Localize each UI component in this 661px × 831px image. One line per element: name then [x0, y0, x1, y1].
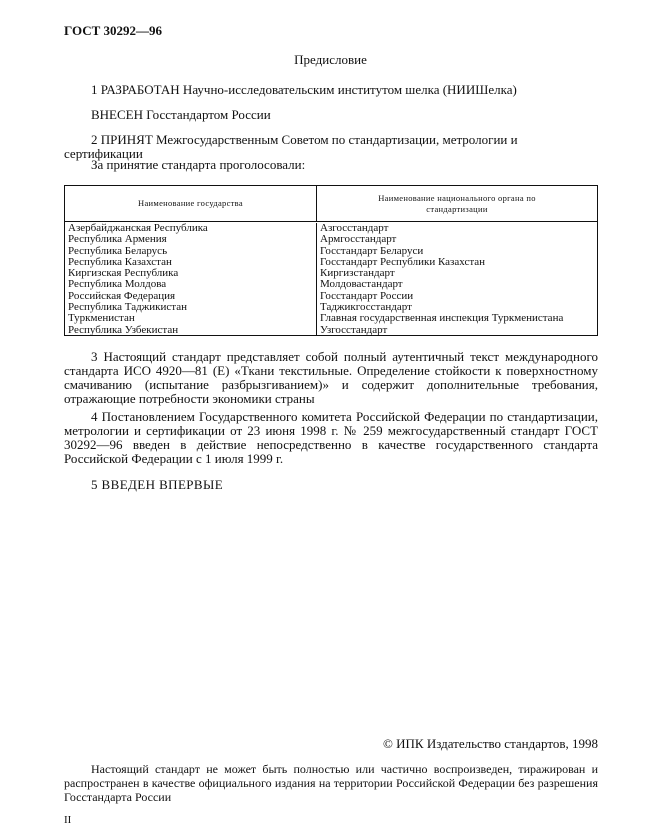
states-column	[65, 223, 317, 335]
copyright-notice: © ИПК Издательство стандартов, 1998	[383, 736, 598, 751]
reproduction-notice: Настоящий стандарт не может быть полностью или частично воспроизведен, тиражирован и распространен в качестве официального издания на территории Российской Федерации без разрешения Госстандарта России	[64, 762, 598, 804]
table-cell-state: Республика Узбекистан	[68, 323, 179, 336]
table-cell-body: Молдовастандарт	[320, 278, 403, 291]
paragraph-voted: За принятие стандарта проголосовали:	[91, 157, 306, 172]
table-cell-body: Армгосстандарт	[320, 233, 397, 246]
paragraph-developed: 1 РАЗРАБОТАН Научно-исследовательским институтом шелка (НИИШелка)	[91, 82, 517, 97]
voting-table	[64, 185, 598, 336]
table-cell-body: Азгосстандарт	[320, 222, 389, 234]
table-cell-body: Главная государственная инспекция Туркменистана	[320, 312, 564, 325]
table-header-row	[65, 186, 597, 222]
paragraph-enactment: 4 Постановлением Государственного комитета Российской Федерации по стандартизации, метрологии и сертификации от 23 июня 1998 г. № 259 межгосударственный стандарт ГОСТ 30292—96 введен в действие непосредственно в качестве государственного стандарта Российской Федерации с 1 июля 1999 г.	[64, 409, 598, 466]
header-state: Наименование государства	[65, 186, 317, 221]
header-national-body	[317, 186, 597, 221]
table-cell-state: Республика Беларусь	[68, 244, 168, 257]
national-bodies-column	[317, 223, 597, 335]
table-cell-state: Республика Таджикистан	[68, 301, 187, 314]
table-cell-body: Таджикгосстандарт	[320, 301, 412, 314]
document-code: ГОСТ 30292—96	[64, 23, 163, 38]
table-cell-state: Киргизская Республика	[68, 267, 179, 280]
page-number: II	[64, 814, 72, 826]
paragraph-introduced: ВНЕСЕН Госстандартом России	[91, 107, 271, 122]
table-cell-state: Республика Армения	[68, 233, 167, 246]
paragraph-standard-text: 3 Настоящий стандарт представляет собой полный аутентичный текст международного стандарта ИСО 4920—81 (Е) «Ткани текстильные. Определение стойкости к поверхностному смачиванию (испытание разбрызгиванием)» и содержит дополнительные требования, отражающие потребности экономики страны	[64, 349, 598, 406]
table-cell-body: Госстандарт Беларуси	[320, 244, 424, 257]
table-cell-body: Киргизстандарт	[320, 267, 395, 280]
header-national-body-text: Наименование национального органа по стандартизации	[378, 192, 536, 214]
table-cell-state: Российская Федерация	[68, 289, 176, 302]
table-cell-state: Азербайджанская Республика	[68, 222, 208, 234]
foreword-title: Предисловие	[294, 52, 367, 67]
table-cell-state: Республика Казахстан	[68, 255, 172, 268]
paragraph-adopted: 2 ПРИНЯТ Межгосударственным Советом по стандартизации, метрологии и сертификации	[64, 132, 518, 161]
table-cell-body: Госстандарт Республики Казахстан	[320, 255, 486, 268]
table-cell-body: Госстандарт России	[320, 289, 414, 302]
table-cell-body: Узгосстандарт	[320, 323, 388, 336]
table-cell-state: Республика Молдова	[68, 278, 167, 291]
paragraph-first-introduced: 5 ВВЕДЕН ВПЕРВЫЕ	[91, 477, 224, 492]
table-cell-state: Туркменистан	[68, 312, 135, 325]
